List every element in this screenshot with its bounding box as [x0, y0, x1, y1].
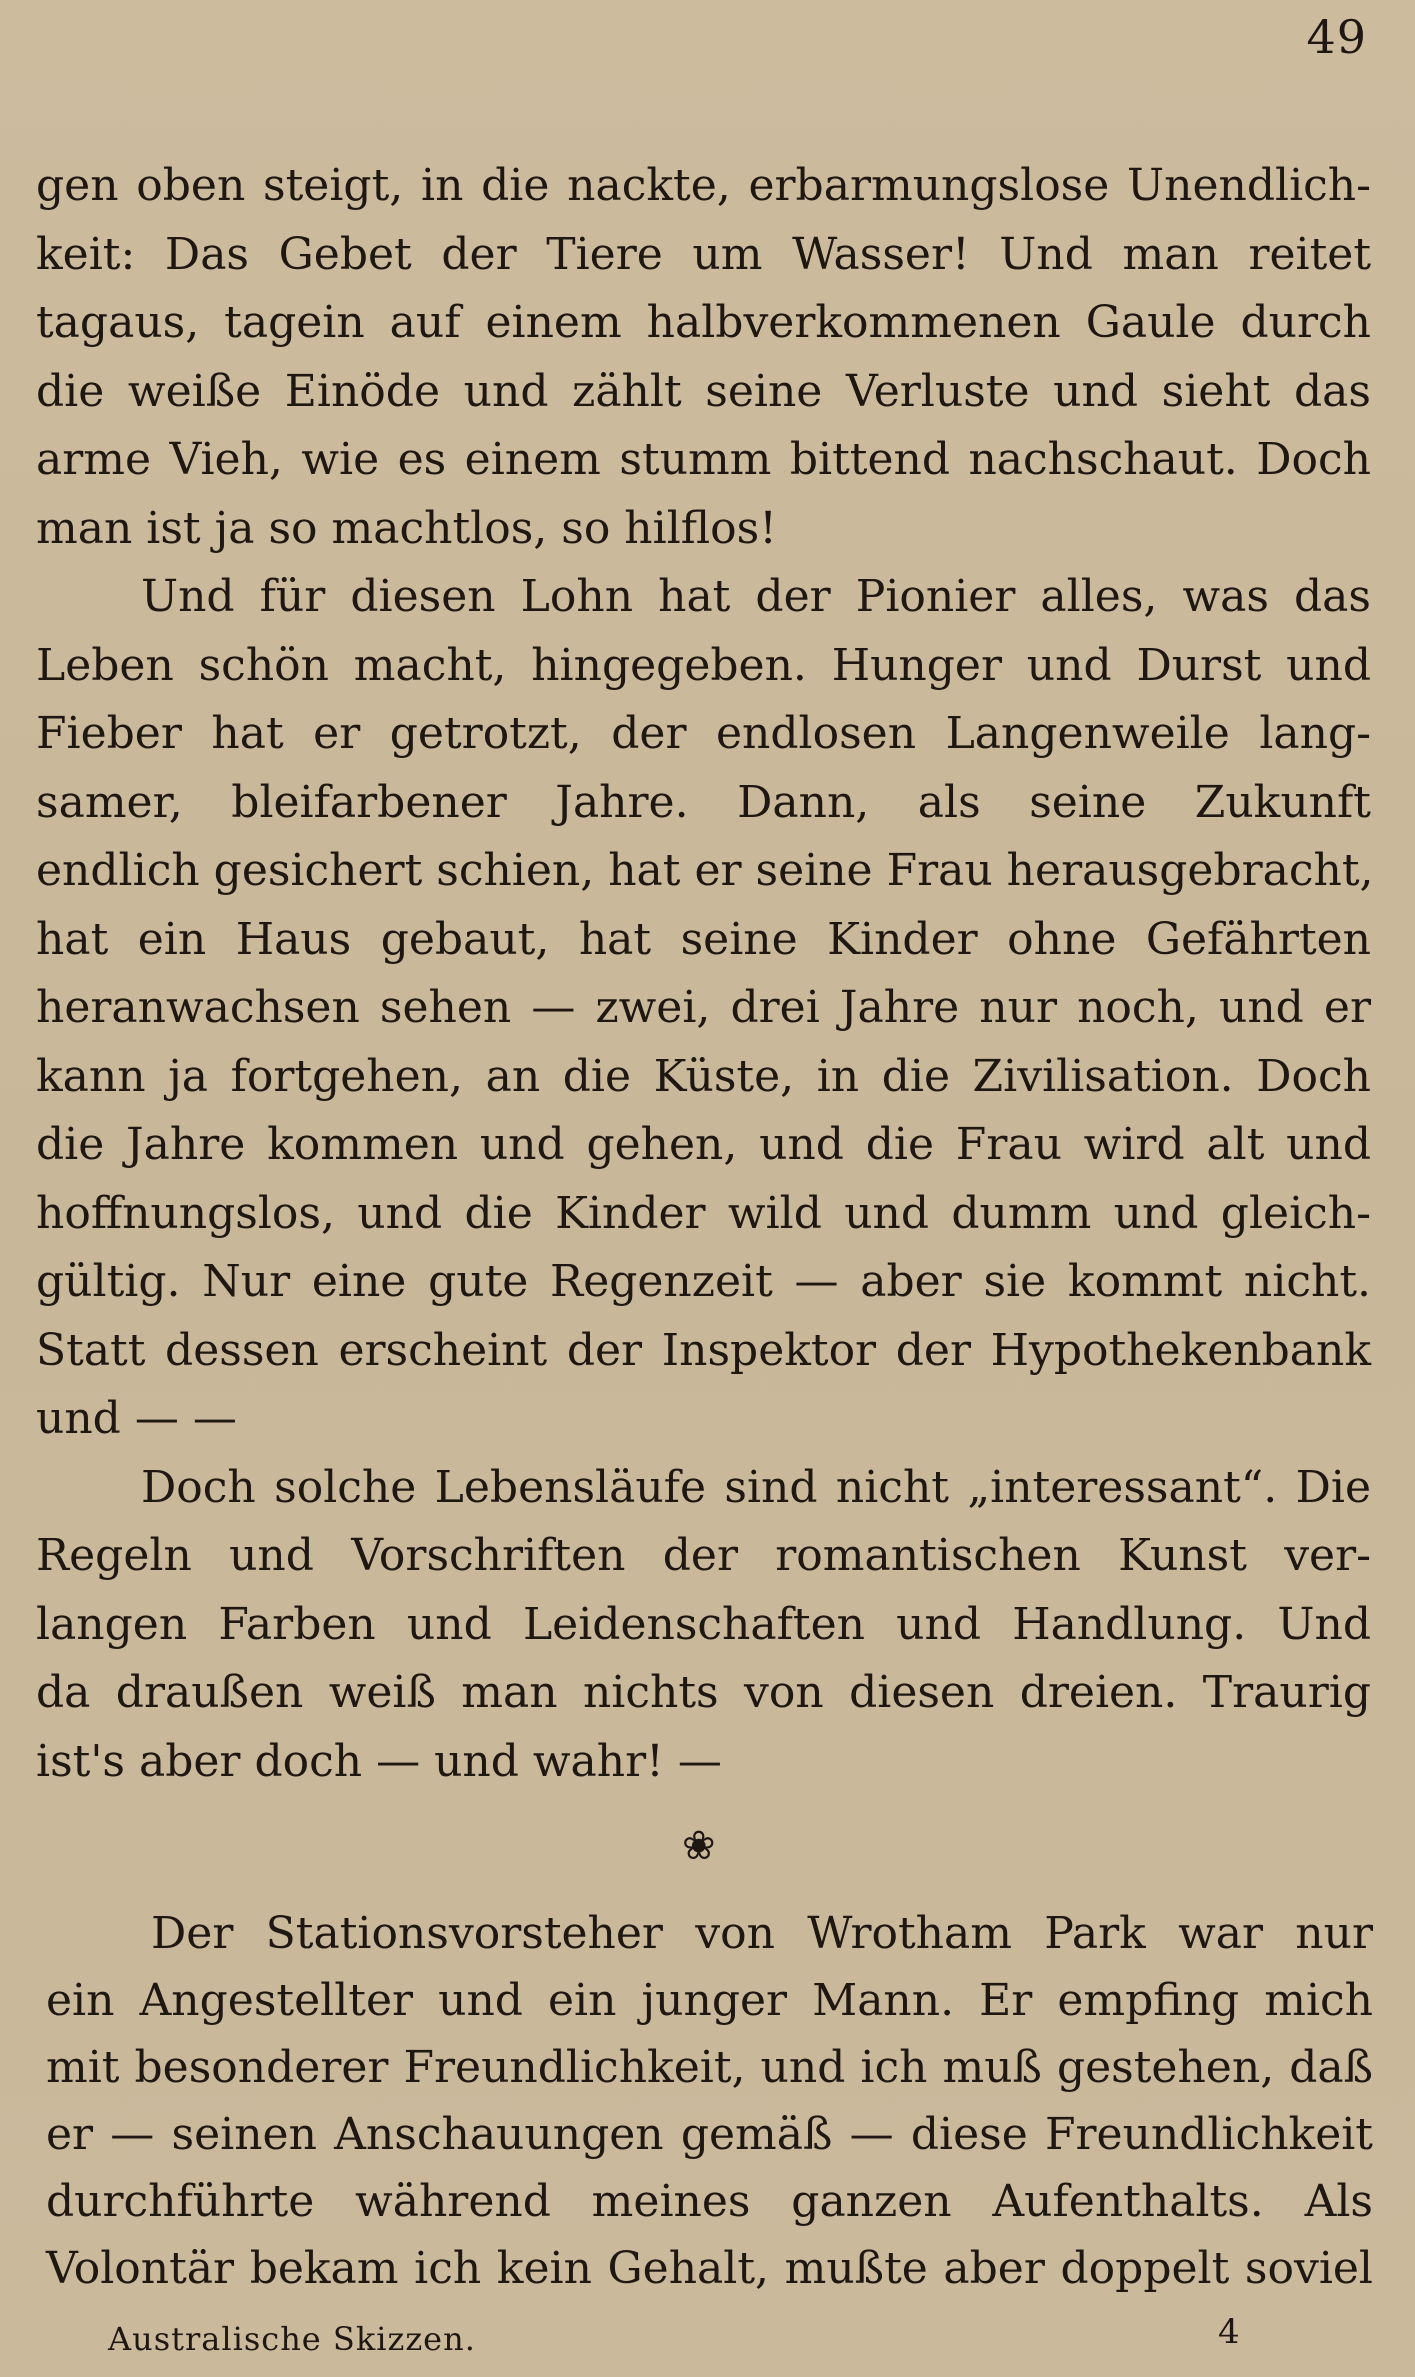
text-line: langen Farben und Leidenschaften und Handlung. Und: [36, 1598, 1371, 1650]
printer-signature: Australische Skizzen.: [108, 2320, 476, 2358]
text-line: Doch solche Lebensläufe sind nicht „interessant“. Die: [141, 1461, 1371, 1513]
text-line: keit: Das Gebet der Tiere um Wasser! Und man reitet: [36, 228, 1371, 280]
text-block-upper: [36, 152, 1374, 1796]
text-line: arme Vieh, wie es einem stumm bittend nachschaut. Doch: [36, 434, 1371, 485]
text-line: mit besonderer Freundlichkeit, und ich muß gestehen, daß: [46, 2042, 1373, 2093]
text-line: Regeln und Vorschriften der romantischen Kunst ver-: [36, 1530, 1371, 1581]
paragraph-2: [36, 563, 1374, 1454]
text-line: gen oben steigt, in die nackte, erbarmungslose Unendlich-: [36, 160, 1371, 211]
text-line: endlich gesichert schien, hat er seine Frau herausgebracht,: [36, 845, 1374, 896]
text-line: Statt dessen erscheint der Inspektor der Hypothekenbank: [36, 1324, 1371, 1376]
text-block-lower: [46, 1900, 1373, 2302]
paragraph-3: [36, 1454, 1371, 1797]
paragraph-1: [36, 152, 1371, 563]
text-line: da draußen weiß man nichts von diesen dreien. Traurig: [36, 1667, 1371, 1718]
paragraph-4: [46, 1900, 1373, 2302]
text-line: hoffnungslos, und die Kinder wild und dumm und gleich-: [36, 1187, 1371, 1239]
text-line: gültig. Nur eine gute Regenzeit — aber sie kommt nicht.: [36, 1256, 1371, 1307]
text-line: heranwachsen sehen — zwei, drei Jahre nur noch, und er: [36, 982, 1371, 1033]
text-line: durchführte während meines ganzen Aufenthalts. Als: [46, 2176, 1373, 2227]
text-line: Leben schön macht, hingegeben. Hunger und Durst und: [36, 639, 1371, 691]
text-line: und — —: [36, 1393, 237, 1444]
text-line: tagaus, tagein auf einem halbverkommenen Gaule durch: [36, 297, 1371, 348]
text-line: hat ein Haus gebaut, hat seine Kinder ohne Gefährten: [36, 913, 1371, 965]
section-ornament-icon: ❀: [682, 1823, 716, 1869]
text-line: Fieber hat er getrotzt, der endlosen Langenweile lang-: [36, 708, 1371, 759]
text-line: kann ja fortgehen, an die Küste, in die Zivilisation. Doch: [36, 1050, 1371, 1102]
text-line: samer, bleifarbener Jahre. Dann, als seine Zukunft: [36, 776, 1371, 828]
text-line: die Jahre kommen und gehen, und die Frau wird alt und: [36, 1119, 1371, 1170]
text-line: Der Stationsvorsteher von Wrotham Park war nur: [151, 1908, 1373, 1959]
text-line: die weiße Einöde und zählt seine Verluste und sieht das: [36, 365, 1371, 417]
text-line: er — seinen Anschauungen gemäß — diese Freundlichkeit: [46, 2109, 1373, 2160]
text-line: Und für diesen Lohn hat der Pionier alles, was das: [141, 571, 1371, 622]
signature-number: 4: [1218, 2312, 1240, 2352]
text-line: man ist ja so machtlos, so hilflos!: [36, 502, 777, 554]
page-number: 49: [1306, 10, 1367, 64]
text-line: ist's aber doch — und wahr! —: [36, 1735, 722, 1787]
text-line: ein Angestellter und ein junger Mann. Er empfing mich: [46, 1975, 1373, 2026]
text-line: Volontär bekam ich kein Gehalt, mußte aber doppelt soviel: [46, 2243, 1373, 2294]
